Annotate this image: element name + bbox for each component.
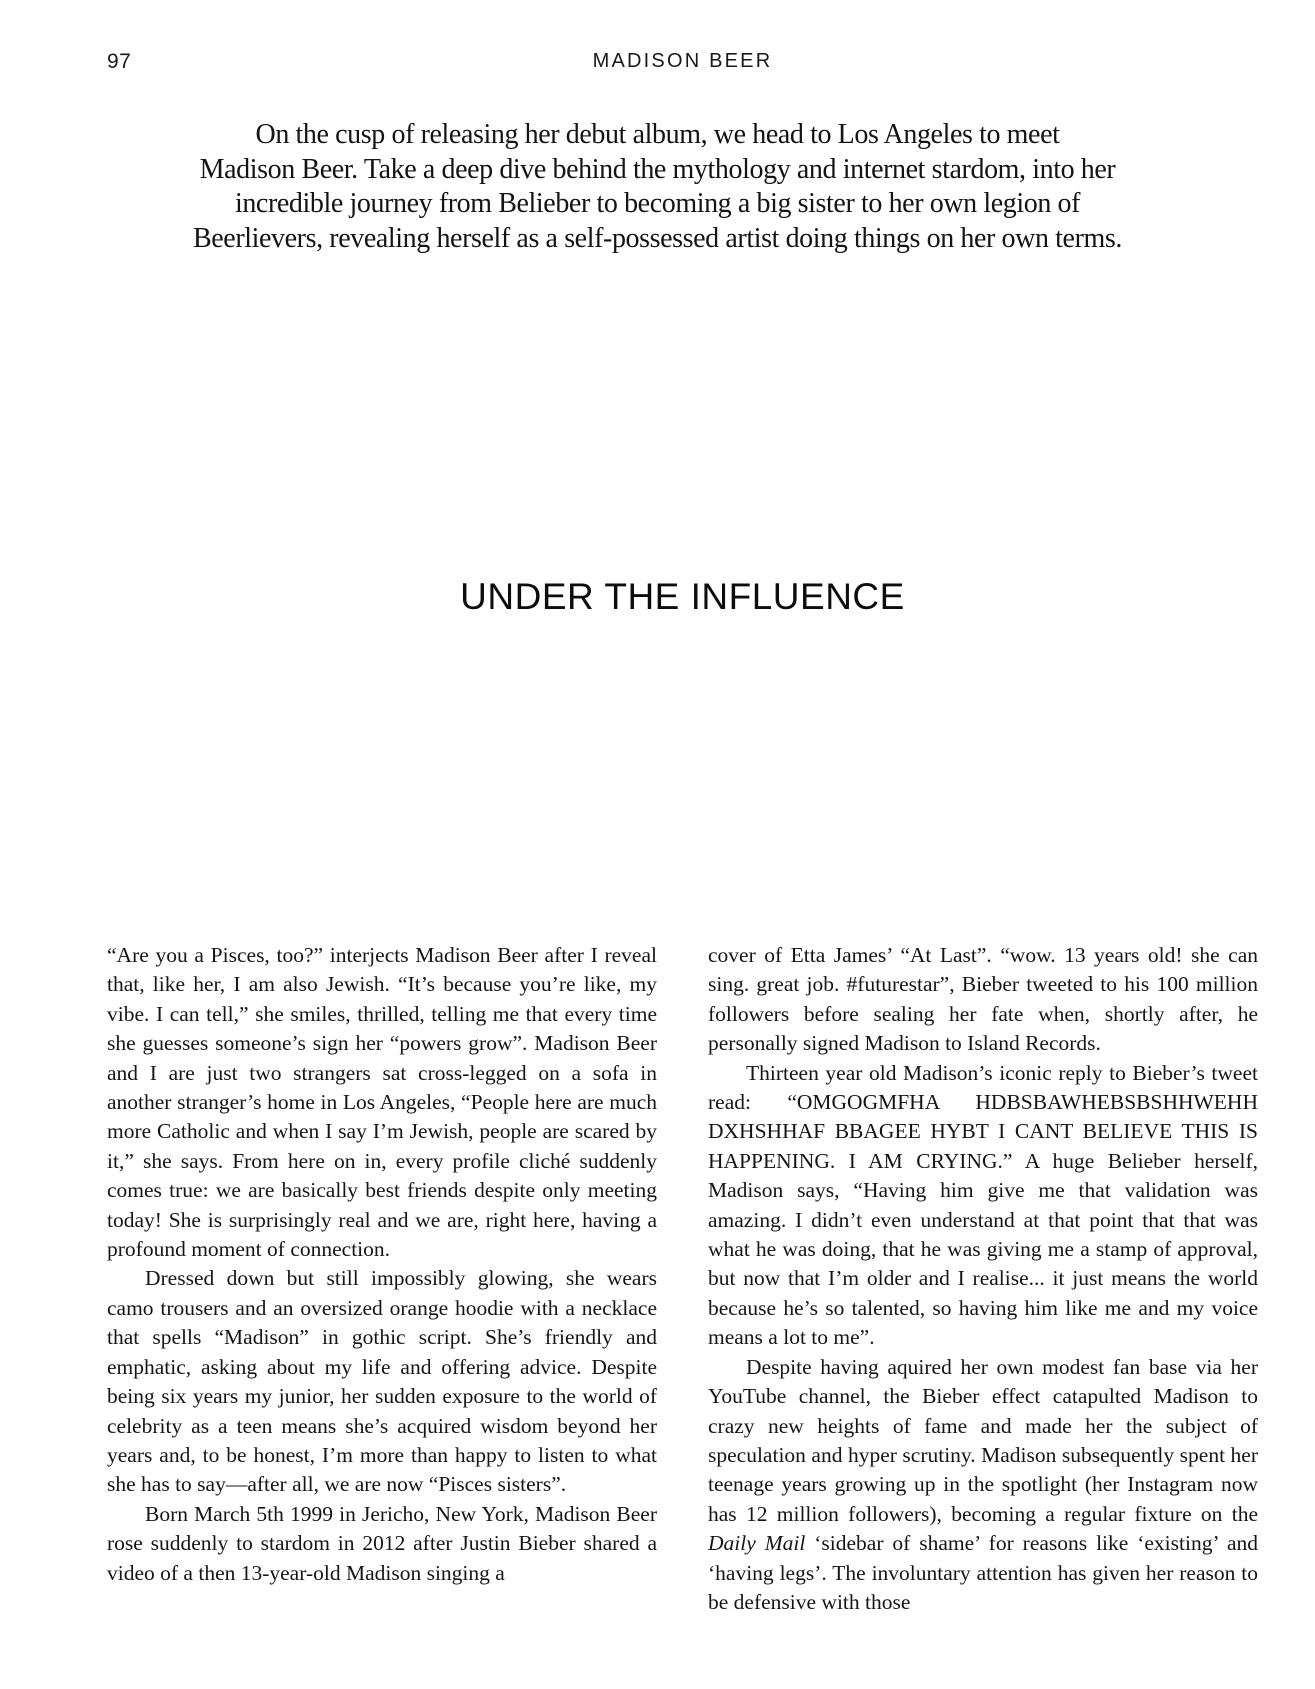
paragraph-6 xyxy=(708,1353,1258,1618)
intro-line-2: Madison Beer. Take a deep dive behind the mythology and internet stardom, into her xyxy=(199,153,1116,185)
intro-line-3: incredible journey from Belieber to becoming a big sister to her own legion of xyxy=(234,188,1081,220)
intro-standfirst xyxy=(82,118,1233,256)
paragraph-5: Thirteen year old Madison’s iconic reply to Bieber’s tweet read: “OMGOGMFHA HDBSBAWHEBSBSHHWEHH DXHSHHAF BBAGEE HYBT I CANT BELIEVE THIS IS HAPPENING. I AM CRYING.” A huge Belieber herself, Madison says, “Having him give me that validation was amazing. I didn’t even understand at that point that that was what he was doing, that he was giving me a stamp of approval, but now that I’m older and I realise... it just means the world because he’s so talented, so having him like me and my voice means a lot to me”. xyxy=(708,1060,1258,1350)
column-left xyxy=(107,941,657,1631)
paragraph-3: Born March 5th 1999 in Jericho, New York, Madison Beer rose suddenly to stardom in 2012 after Justin Bieber shared a video of a then 13-year-old Madison singing a xyxy=(107,1501,657,1585)
running-head: MADISON BEER xyxy=(592,50,773,72)
masthead xyxy=(107,50,1258,76)
paragraph-2: Dressed down but still impossibly glowing, she wears camo trousers and an oversized orange hoodie with a necklace that spells “Madison” in gothic script. She’s friendly and emphatic, asking about my life and offering advice. Despite being six years my junior, her sudden exposure to the world of celebrity as a teen means she’s acquired wisdom beyond her years and, to be honest, I’m more than happy to listen to what she has to say—after all, we are now “Pisces sisters”. xyxy=(107,1266,657,1497)
article-columns xyxy=(107,941,1258,1631)
paragraph-6-text-before: Despite having aquired her own modest fan base via her YouTube channel, the Bieber effect catapulted Madison to crazy new heights of fame and made her the subject of speculation and hyper scrutiny. Madison subsequently spent her teenage years growing up in the spotlight (her Instagram now has 12 million followers), becoming a regular fixture on the xyxy=(708,1354,1258,1526)
column-right xyxy=(708,941,1258,1631)
page-number: 97 xyxy=(107,50,132,73)
paragraph-6-text-after: ‘sidebar of shame’ for reasons like ‘existing’ and ‘having legs’. The involuntary attention has given her reason to be defensive with those xyxy=(708,1531,1259,1614)
article-title: UNDER THE INFLUENCE xyxy=(460,576,905,617)
intro-line-4: Beerlievers, revealing herself as a self-possessed artist doing things on her own terms. xyxy=(193,222,1122,254)
paragraph-4: cover of Etta James’ “At Last”. “wow. 13 years old! she can sing. great job. #futurestar”, Bieber tweeted to his 100 million followers before sealing her fate when, shortly after, he personally signed Madison to Island Records. xyxy=(708,943,1258,1056)
intro-line-1: On the cusp of releasing her debut album, we head to Los Angeles to meet xyxy=(255,119,1060,150)
paragraph-1: “Are you a Pisces, too?” interjects Madison Beer after I reveal that, like her, I am also Jewish. “It’s because you’re like, my vibe. I can tell,” she smiles, thrilled, telling me that every time she guesses someone’s sign her “powers grow”. Madison Beer and I are just two strangers sat cross-legged on a sofa in another stranger’s home in Los Angeles, “People here are much more Catholic and when I say I’m Jewish, people are scared by it,” she says. From here on in, every profile cliché suddenly comes true: we are basically best friends despite only meeting today! She is surprisingly real and we are, right here, having a profound moment of connection. xyxy=(107,943,657,1262)
daily-mail-italic: Daily Mail xyxy=(708,1531,806,1556)
